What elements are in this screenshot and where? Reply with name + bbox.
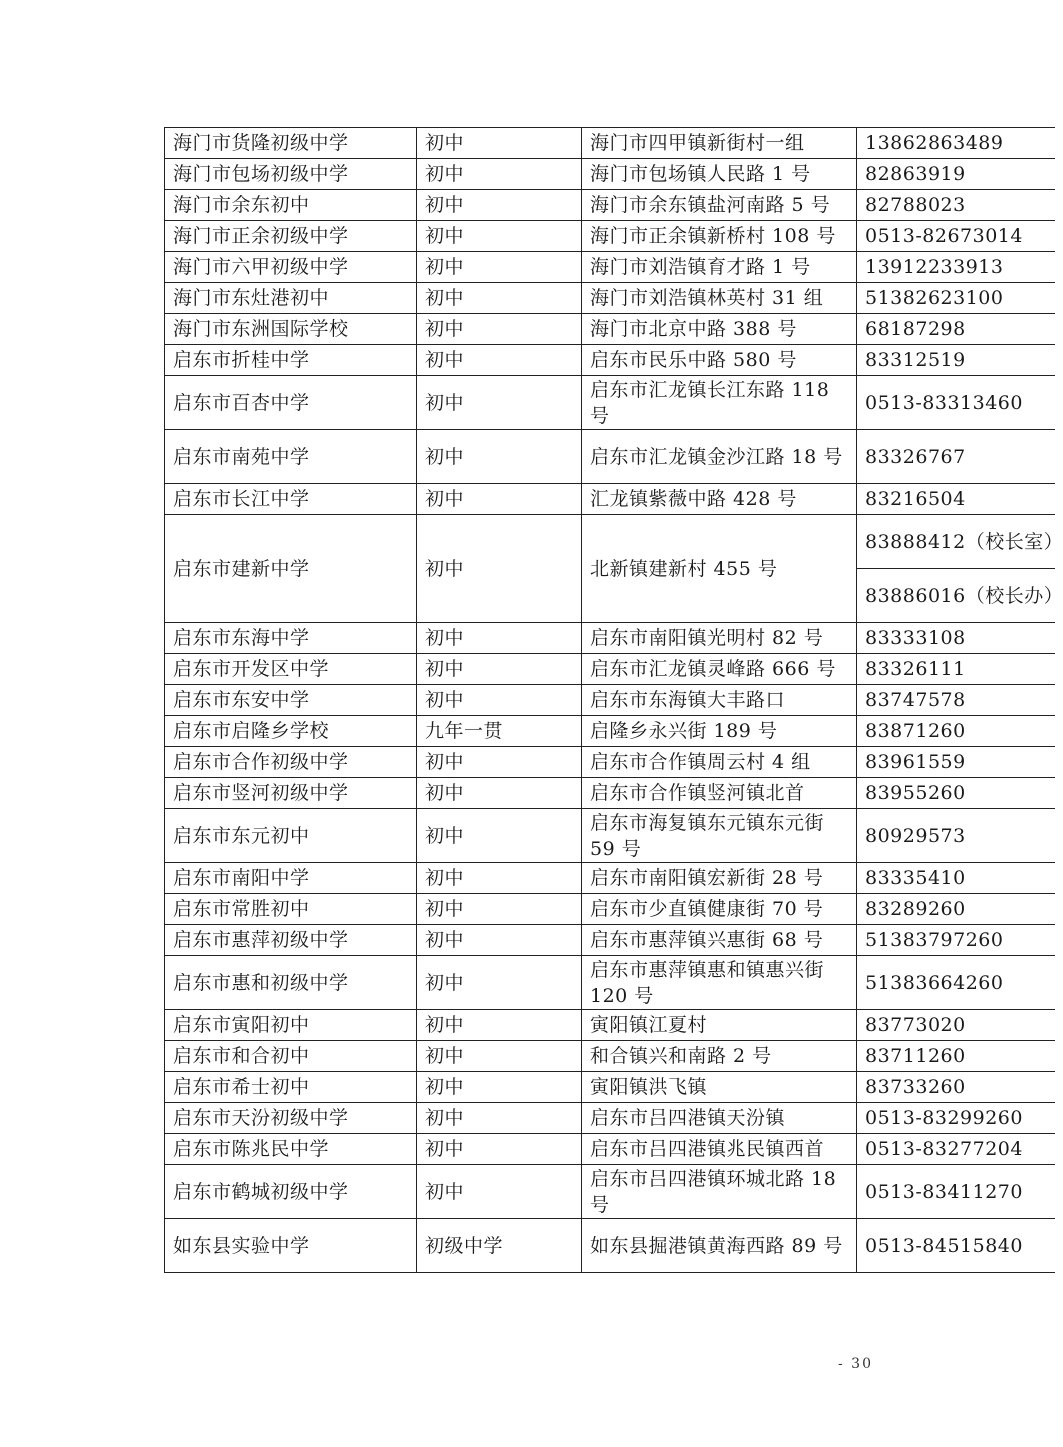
school-name-cell: 启东市启隆乡学校: [165, 716, 417, 747]
school-name-cell: 启东市建新中学: [165, 515, 417, 623]
table-row: [165, 484, 1056, 515]
school-phone-cell: 51383797260: [857, 925, 1056, 956]
school-name-cell: 启东市竖河初级中学: [165, 778, 417, 809]
table-row: [165, 430, 1056, 484]
school-phone-cell: 83312519: [857, 345, 1056, 376]
school-address-cell: 启东市南阳镇光明村 82 号: [582, 623, 857, 654]
school-phone-cell: 83888412（校长室）: [857, 515, 1056, 569]
school-phone-cell: 83871260: [857, 716, 1056, 747]
school-phone-cell: 82863919: [857, 159, 1056, 190]
table-row: [165, 252, 1056, 283]
table-row: [165, 190, 1056, 221]
table-row: [165, 1219, 1056, 1273]
school-address-cell: 启东市东海镇大丰路口: [582, 685, 857, 716]
school-type-cell: 初中: [417, 654, 582, 685]
school-address-cell: 启东市惠萍镇兴惠街 68 号: [582, 925, 857, 956]
school-type-cell: 初中: [417, 1072, 582, 1103]
school-type-cell: 初中: [417, 863, 582, 894]
school-address-cell: 如东县掘港镇黄海西路 89 号: [582, 1219, 857, 1273]
school-phone-cell: 82788023: [857, 190, 1056, 221]
school-type-cell: 九年一贯: [417, 716, 582, 747]
school-type-cell: 初中: [417, 159, 582, 190]
table-row: [165, 809, 1056, 863]
school-type-cell: 初中: [417, 685, 582, 716]
school-name-cell: 启东市长江中学: [165, 484, 417, 515]
school-type-cell: 初中: [417, 283, 582, 314]
school-type-cell: 初中: [417, 925, 582, 956]
school-address-cell: 海门市包场镇人民路 1 号: [582, 159, 857, 190]
school-phone-cell: 83335410: [857, 863, 1056, 894]
table-row: [165, 515, 1056, 569]
school-address-cell: 海门市正余镇新桥村 108 号: [582, 221, 857, 252]
school-name-cell: 海门市东洲国际学校: [165, 314, 417, 345]
table-row: [165, 654, 1056, 685]
school-name-cell: 启东市合作初级中学: [165, 747, 417, 778]
school-phone-cell: 51382623100: [857, 283, 1056, 314]
school-type-cell: 初中: [417, 747, 582, 778]
table-row: [165, 128, 1056, 159]
school-address-cell: 启东市少直镇健康街 70 号: [582, 894, 857, 925]
school-name-cell: 启东市开发区中学: [165, 654, 417, 685]
school-address-cell: 启东市吕四港镇环城北路 18 号: [582, 1165, 857, 1219]
school-name-cell: 启东市惠和初级中学: [165, 956, 417, 1010]
school-address-cell: 启东市吕四港镇天汾镇: [582, 1103, 857, 1134]
school-phone-cell: 83711260: [857, 1041, 1056, 1072]
school-phone-cell: 83326111: [857, 654, 1056, 685]
school-type-cell: 初中: [417, 623, 582, 654]
table-row: [165, 778, 1056, 809]
school-type-cell: 初中: [417, 190, 582, 221]
school-type-cell: 初中: [417, 430, 582, 484]
school-phone-cell: 83216504: [857, 484, 1056, 515]
school-name-cell: 海门市正余初级中学: [165, 221, 417, 252]
table-row: [165, 747, 1056, 778]
school-phone-cell: 0513-83411270: [857, 1165, 1056, 1219]
school-address-cell: 海门市余东镇盐河南路 5 号: [582, 190, 857, 221]
school-name-cell: 启东市百杏中学: [165, 376, 417, 430]
school-name-cell: 启东市南阳中学: [165, 863, 417, 894]
school-address-cell: 海门市北京中路 388 号: [582, 314, 857, 345]
school-type-cell: 初中: [417, 1041, 582, 1072]
table-row: [165, 894, 1056, 925]
school-address-cell: 寅阳镇江夏村: [582, 1010, 857, 1041]
school-phone-cell: 83733260: [857, 1072, 1056, 1103]
school-phone-cell: 0513-83277204: [857, 1134, 1056, 1165]
school-address-cell: 启东市吕四港镇兆民镇西首: [582, 1134, 857, 1165]
table-row: [165, 159, 1056, 190]
school-name-cell: 启东市东安中学: [165, 685, 417, 716]
school-type-cell: 初中: [417, 252, 582, 283]
school-phone-cell: 51383664260: [857, 956, 1056, 1010]
school-address-cell: 海门市刘浩镇林英村 31 组: [582, 283, 857, 314]
school-name-cell: 海门市货隆初级中学: [165, 128, 417, 159]
school-type-cell: 初中: [417, 376, 582, 430]
school-phone-cell: 80929573: [857, 809, 1056, 863]
schools-table: [164, 127, 1063, 1273]
table-row: [165, 376, 1056, 430]
school-address-cell: 启东市南阳镇宏新街 28 号: [582, 863, 857, 894]
school-phone-cell: 0513-83313460: [857, 376, 1056, 430]
school-type-cell: 初中: [417, 314, 582, 345]
table-row: [165, 1103, 1056, 1134]
school-address-cell: 北新镇建新村 455 号: [582, 515, 857, 623]
table-row: [165, 221, 1056, 252]
school-name-cell: 启东市寅阳初中: [165, 1010, 417, 1041]
school-address-cell: 启东市汇龙镇灵峰路 666 号: [582, 654, 857, 685]
school-phone-cell: 83333108: [857, 623, 1056, 654]
school-phone-cell: 68187298: [857, 314, 1056, 345]
school-phone-cell: 13862863489: [857, 128, 1056, 159]
schools-table-body: [165, 128, 1063, 1273]
table-row: [165, 314, 1056, 345]
school-type-cell: 初中: [417, 809, 582, 863]
table-row: [165, 716, 1056, 747]
school-address-cell: 启东市海复镇东元镇东元街 59 号: [582, 809, 857, 863]
table-row: [165, 623, 1056, 654]
school-type-cell: 初中: [417, 484, 582, 515]
school-name-cell: 启东市鹤城初级中学: [165, 1165, 417, 1219]
school-name-cell: 启东市和合初中: [165, 1041, 417, 1072]
school-type-cell: 初中: [417, 1103, 582, 1134]
school-phone-cell: 83961559: [857, 747, 1056, 778]
school-name-cell: 启东市陈兆民中学: [165, 1134, 417, 1165]
school-address-cell: 启东市汇龙镇长江东路 118 号: [582, 376, 857, 430]
school-phone-cell: 13912233913: [857, 252, 1056, 283]
school-phone-cell: 83326767: [857, 430, 1056, 484]
table-row: [165, 1134, 1056, 1165]
school-name-cell: 启东市希士初中: [165, 1072, 417, 1103]
school-address-cell: 和合镇兴和南路 2 号: [582, 1041, 857, 1072]
school-name-cell: 启东市东元初中: [165, 809, 417, 863]
table-row: [165, 1010, 1056, 1041]
school-type-cell: 初中: [417, 345, 582, 376]
school-type-cell: 初中: [417, 128, 582, 159]
school-address-cell: 启东市汇龙镇金沙江路 18 号: [582, 430, 857, 484]
table-row: [165, 925, 1056, 956]
school-name-cell: 启东市惠萍初级中学: [165, 925, 417, 956]
school-phone-cell: 83747578: [857, 685, 1056, 716]
school-address-cell: 启东市惠萍镇惠和镇惠兴街 120 号: [582, 956, 857, 1010]
school-name-cell: 海门市六甲初级中学: [165, 252, 417, 283]
school-name-cell: 启东市南苑中学: [165, 430, 417, 484]
school-name-cell: 启东市东海中学: [165, 623, 417, 654]
table-row: [165, 1072, 1056, 1103]
school-name-cell: 海门市余东初中: [165, 190, 417, 221]
table-row: [165, 685, 1056, 716]
school-type-cell: 初级中学: [417, 1219, 582, 1273]
table-row: [165, 956, 1056, 1010]
school-type-cell: 初中: [417, 778, 582, 809]
school-phone-cell: 0513-82673014: [857, 221, 1056, 252]
table-row: [165, 863, 1056, 894]
school-name-cell: 海门市包场初级中学: [165, 159, 417, 190]
school-phone-cell: 83773020: [857, 1010, 1056, 1041]
school-type-cell: 初中: [417, 1165, 582, 1219]
school-address-cell: 启东市民乐中路 580 号: [582, 345, 857, 376]
school-address-cell: 启东市合作镇周云村 4 组: [582, 747, 857, 778]
school-type-cell: 初中: [417, 221, 582, 252]
school-phone-cell: 0513-83299260: [857, 1103, 1056, 1134]
school-type-cell: 初中: [417, 1010, 582, 1041]
school-type-cell: 初中: [417, 515, 582, 623]
school-phone-cell: 83289260: [857, 894, 1056, 925]
school-type-cell: 初中: [417, 1134, 582, 1165]
school-phone-cell: 83955260: [857, 778, 1056, 809]
school-type-cell: 初中: [417, 956, 582, 1010]
school-phone-cell: 83886016（校长办）: [857, 569, 1056, 623]
table-row: [165, 345, 1056, 376]
school-address-cell: 寅阳镇洪飞镇: [582, 1072, 857, 1103]
table-row: [165, 283, 1056, 314]
table-row: [165, 1041, 1056, 1072]
school-name-cell: 启东市折桂中学: [165, 345, 417, 376]
school-name-cell: 海门市东灶港初中: [165, 283, 417, 314]
school-phone-cell: 0513-84515840: [857, 1219, 1056, 1273]
school-address-cell: 海门市刘浩镇育才路 1 号: [582, 252, 857, 283]
school-address-cell: 启东市合作镇竖河镇北首: [582, 778, 857, 809]
page-number: - 30: [838, 1356, 873, 1372]
school-address-cell: 汇龙镇紫薇中路 428 号: [582, 484, 857, 515]
school-name-cell: 如东县实验中学: [165, 1219, 417, 1273]
school-name-cell: 启东市天汾初级中学: [165, 1103, 417, 1134]
school-address-cell: 启隆乡永兴街 189 号: [582, 716, 857, 747]
school-address-cell: 海门市四甲镇新街村一组: [582, 128, 857, 159]
table-row: [165, 1165, 1056, 1219]
school-name-cell: 启东市常胜初中: [165, 894, 417, 925]
school-type-cell: 初中: [417, 894, 582, 925]
